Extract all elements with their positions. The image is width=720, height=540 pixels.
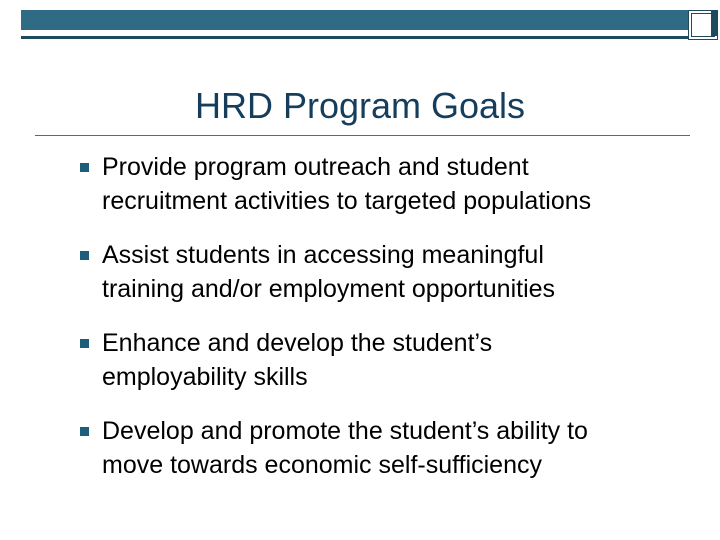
bullet-text-line: Assist students in accessing meaningful [102,241,544,269]
header-rule [21,36,718,39]
square-bullet-icon [80,427,89,436]
bullet-text-line: recruitment activities to targeted populations [102,187,592,215]
bullet-list [80,150,700,502]
bullet-text-line: Provide program outreach and student [102,153,529,181]
square-bullet-icon [80,251,89,260]
bullet-text-line: training and/or employment opportunities [102,275,556,303]
bullet-text-line: move towards economic self-sufficiency [102,451,542,479]
title-divider [35,135,690,136]
slide-title: HRD Program Goals [194,85,526,126]
header-color-block [21,10,688,30]
bullet-text-line: Develop and promote the student’s ability to [102,417,588,445]
bullet-item [80,414,700,482]
header-decoration [21,10,718,42]
square-bullet-icon [80,339,89,348]
bullet-item [80,150,700,218]
bullet-text-line: employability skills [102,363,308,391]
header-corner-stem [711,10,718,36]
square-bullet-icon [80,163,89,172]
bullet-item [80,326,700,394]
bullet-text-line: Enhance and develop the student’s [102,329,493,357]
bullet-item [80,238,700,306]
